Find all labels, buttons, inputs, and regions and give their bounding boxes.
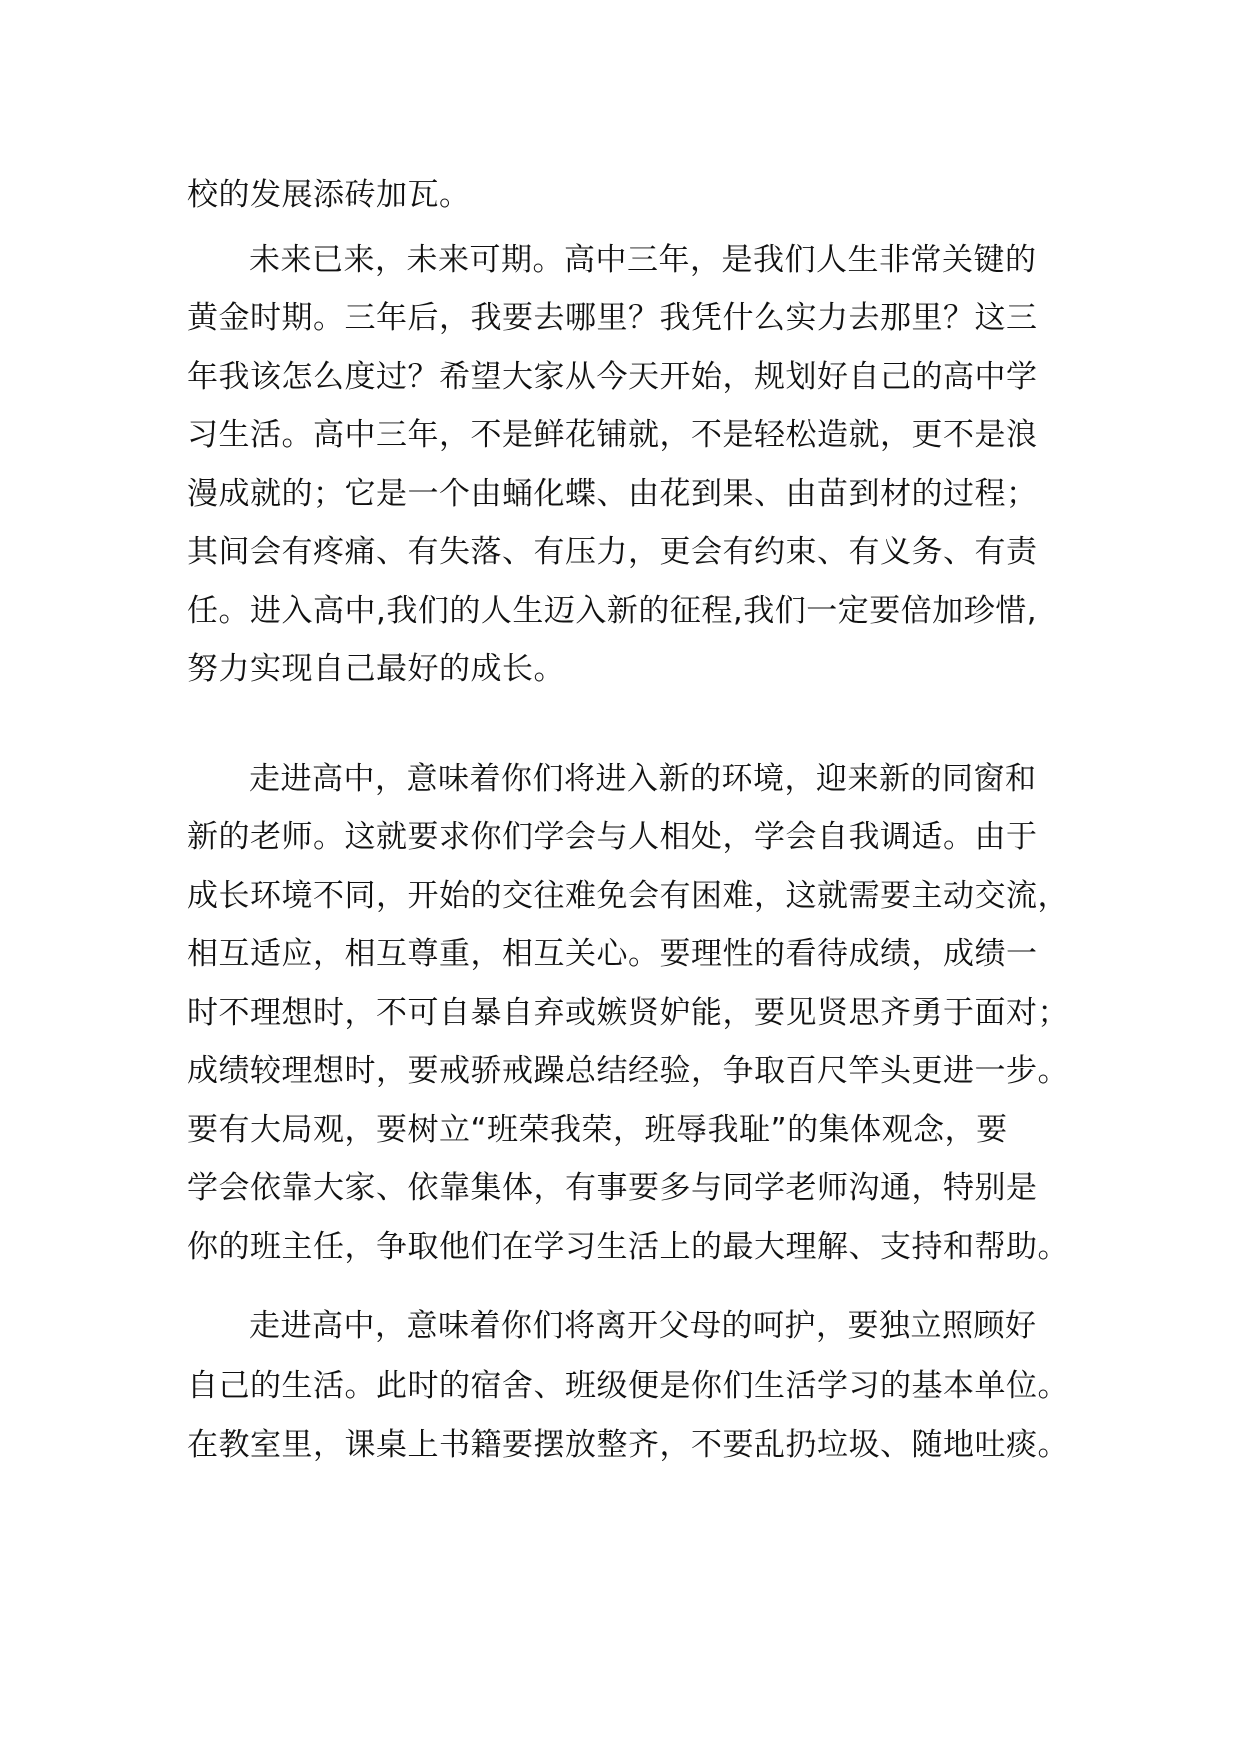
text-line: 习生活。高中三年，不是鲜花铺就，不是轻松造就，更不是浪 (187, 417, 1038, 453)
text-line: 年我该怎么度过？希望大家从今天开始，规划好自己的高中学 (187, 359, 1038, 395)
paragraph-first-line: 走进高中，意味着你们将进入新的环境，迎来新的同窗和 (249, 761, 1037, 797)
text-line: 在教室里，课桌上书籍要摆放整齐，不要乱扔垃圾、随地吐痰。 (187, 1427, 1069, 1463)
text-line: 自己的生活。此时的宿舍、班级便是你们生活学习的基本单位。 (187, 1368, 1069, 1404)
text-line: 新的老师。这就要求你们学会与人相处，学会自我调适。由于 (187, 819, 1038, 855)
text-line: 校的发展添砖加瓦。 (187, 177, 471, 213)
text-line: 成长环境不同，开始的交往难免会有困难，这就需要主动交流， (187, 878, 1069, 914)
paragraph-first-line: 走进高中，意味着你们将离开父母的呵护，要独立照顾好 (249, 1308, 1037, 1344)
text-line: 要有大局观，要树立“班荣我荣，班辱我耻”的集体观念，要 (187, 1112, 1008, 1148)
text-line: 其间会有疼痛、有失落、有压力，更会有约束、有义务、有责 (187, 534, 1038, 570)
text-line: 你的班主任，争取他们在学习生活上的最大理解、支持和帮助。 (187, 1229, 1069, 1265)
text-line: 黄金时期。三年后，我要去哪里？我凭什么实力去那里？这三 (187, 300, 1038, 336)
text-line: 学会依靠大家、依靠集体，有事要多与同学老师沟通，特别是 (187, 1170, 1038, 1206)
text-line: 时不理想时，不可自暴自弃或嫉贤妒能，要见贤思齐勇于面对； (187, 995, 1069, 1031)
text-line: 漫成就的；它是一个由蛹化蝶、由花到果、由苗到材的过程； (187, 476, 1038, 512)
paragraph-first-line: 未来已来，未来可期。高中三年，是我们人生非常关键的 (249, 242, 1037, 278)
text-line: 任。进入高中,我们的人生迈入新的征程,我们一定要倍加珍惜, (187, 593, 1038, 629)
text-line: 相互适应，相互尊重，相互关心。要理性的看待成绩，成绩一 (187, 936, 1038, 972)
text-line: 努力实现自己最好的成长。 (187, 651, 565, 687)
text-line: 成绩较理想时，要戒骄戒躁总结经验，争取百尺竿头更进一步。 (187, 1053, 1069, 1089)
